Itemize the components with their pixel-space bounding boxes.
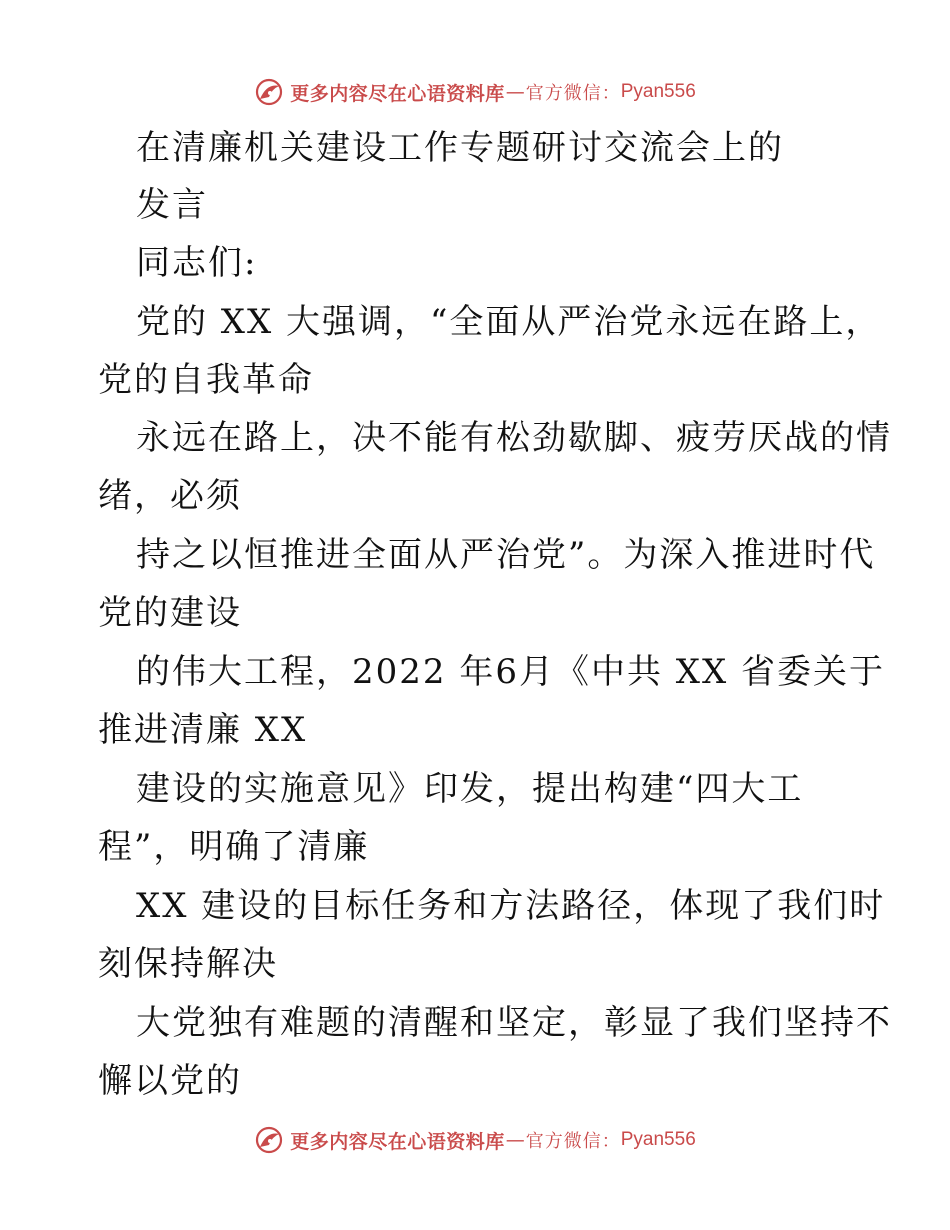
footer-banner xyxy=(0,1120,950,1160)
banner-wechat-label: 官方微信： xyxy=(525,83,621,104)
doc-line: 推进清廉 XX xyxy=(98,710,308,750)
banner-dash: — xyxy=(505,1129,525,1151)
banner-wechat-id: Pyan556 xyxy=(620,1129,696,1150)
doc-line: 永远在路上，决不能有松劲歇脚、疲劳厌战的情 xyxy=(136,418,892,458)
doc-line: 的伟大工程，2022 年6月《中共 XX 省委关于 xyxy=(136,652,885,692)
doc-line: 建设的实施意见》印发，提出构建“四大工 xyxy=(136,769,804,809)
banner-wechat-label: 官方微信： xyxy=(525,1131,621,1152)
pen-nib-logo-icon xyxy=(254,77,284,107)
doc-line: 懈以党的 xyxy=(98,1061,242,1101)
doc-title-line-2: 发言 xyxy=(136,185,208,225)
banner-main-text: 更多内容尽在心语资料库 xyxy=(290,82,505,105)
doc-salutation: 同志们: xyxy=(136,243,258,283)
doc-title-line-1: 在清廉机关建设工作专题研讨交流会上的 xyxy=(136,128,784,168)
doc-line: 持之以恒推进全面从严治党”。为深入推进时代 xyxy=(136,535,876,575)
banner-main-text: 更多内容尽在心语资料库 xyxy=(290,1130,505,1153)
banner-wechat-id: Pyan556 xyxy=(620,81,696,102)
doc-line: 绪，必须 xyxy=(98,476,242,516)
doc-line: 党的建设 xyxy=(98,593,242,633)
banner-dash: — xyxy=(505,81,525,103)
doc-line: 党的自我革命 xyxy=(98,360,314,400)
doc-line: 刻保持解决 xyxy=(98,944,278,984)
doc-line: 程”，明确了清廉 xyxy=(98,827,370,867)
doc-line: 大党独有难题的清醒和坚定，彰显了我们坚持不 xyxy=(136,1003,892,1043)
header-banner xyxy=(0,72,950,112)
doc-line: XX 建设的目标任务和方法路径，体现了我们时 xyxy=(136,886,886,926)
pen-nib-logo-icon xyxy=(254,1125,284,1155)
doc-line: 党的 XX 大强调，“全面从严治党永远在路上， xyxy=(136,302,882,342)
